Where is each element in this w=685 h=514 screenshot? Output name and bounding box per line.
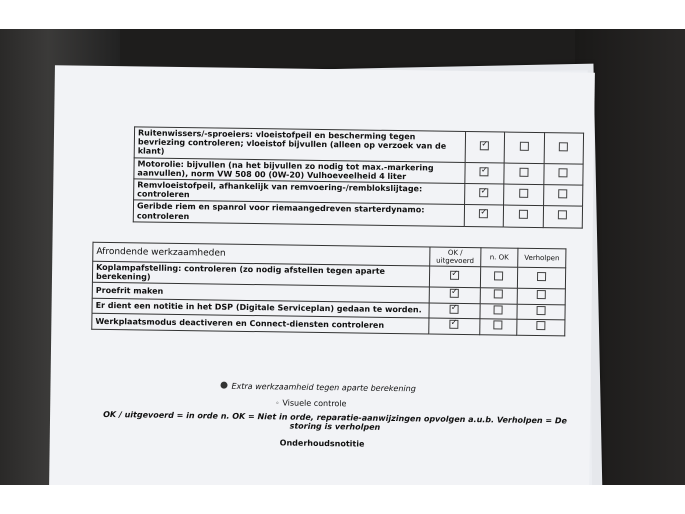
section-title: Afrondende werkzaamheden xyxy=(93,242,430,266)
checkbox-cell xyxy=(429,266,480,288)
legend-extra xyxy=(220,382,415,394)
checkbox-cell xyxy=(464,183,504,205)
checkbox-cell xyxy=(544,133,584,164)
checkbox-cell xyxy=(480,267,518,289)
checked-box-icon[interactable] xyxy=(480,167,489,176)
notes-title: Onderhoudsnotitie xyxy=(279,438,365,449)
checkbox-cell xyxy=(465,162,505,184)
checkbox-cell xyxy=(429,287,480,303)
checkbox-cell xyxy=(518,267,566,289)
empty-box-icon[interactable] xyxy=(559,142,568,151)
empty-box-icon[interactable] xyxy=(494,321,503,330)
maintenance-table xyxy=(133,126,584,228)
empty-box-icon[interactable] xyxy=(494,272,503,281)
checkbox-cell xyxy=(429,318,480,334)
checked-box-icon[interactable] xyxy=(480,141,489,150)
empty-box-icon[interactable] xyxy=(519,210,528,219)
legend-visual xyxy=(275,398,346,408)
checkbox-cell xyxy=(504,132,544,163)
checked-box-icon[interactable] xyxy=(450,271,459,280)
checkbox-cell xyxy=(479,319,517,335)
row-description: Geribde riem en spanrol voor riemaangedreven starterdynamo: controleren xyxy=(133,200,464,226)
checkbox-cell xyxy=(543,185,583,207)
checkbox-cell xyxy=(543,206,583,228)
checkbox-cell xyxy=(517,319,565,335)
checkbox-cell xyxy=(504,163,544,185)
checkbox-cell xyxy=(465,131,505,162)
empty-box-icon[interactable] xyxy=(494,290,503,299)
empty-box-icon[interactable] xyxy=(558,189,567,198)
checked-box-icon[interactable] xyxy=(450,320,459,329)
col-ok-header: OK / uitgevoerd xyxy=(430,247,481,267)
empty-box-icon[interactable] xyxy=(537,272,546,281)
empty-box-icon[interactable] xyxy=(537,306,546,315)
checkbox-cell xyxy=(464,205,504,227)
legend-extra-text: Extra werkzaamheid tegen aparte berekening xyxy=(231,381,416,394)
empty-box-icon[interactable] xyxy=(519,167,528,176)
checkbox-cell xyxy=(517,289,565,305)
row-description: Koplampafstelling: controleren (zo nodig afstellen tegen aparte berekening) xyxy=(92,261,429,287)
empty-box-icon[interactable] xyxy=(494,305,503,314)
empty-box-icon[interactable] xyxy=(558,211,567,220)
checkbox-cell xyxy=(480,288,518,304)
checked-box-icon[interactable] xyxy=(450,305,459,314)
finishing-table xyxy=(91,242,566,336)
col-nok-header: n. OK xyxy=(480,248,518,268)
empty-box-icon[interactable] xyxy=(520,141,529,150)
checkbox-cell xyxy=(480,304,518,320)
row-description: Er dient een notitie in het DSP (Digitale Serviceplan) gedaan te worden. xyxy=(92,298,429,318)
checkbox-cell xyxy=(543,163,583,185)
row-description: Werkplaatsmodus deactiveren en Connect-diensten controleren xyxy=(92,313,429,333)
checked-box-icon[interactable] xyxy=(450,289,459,298)
empty-box-icon[interactable] xyxy=(537,290,546,299)
checked-box-icon[interactable] xyxy=(480,188,489,197)
legend-visual-text: Visuele controle xyxy=(282,398,347,409)
empty-box-icon[interactable] xyxy=(519,189,528,198)
photo-background xyxy=(0,29,685,485)
visual-check-icon: ◦ xyxy=(275,399,280,408)
row-description: Proefrit maken xyxy=(92,283,429,303)
empty-box-icon[interactable] xyxy=(536,321,545,330)
row-description: Motorolie: bijvullen (na het bijvullen zo nodig tot max.-markering aanvullen), norm VW 508 00 (0W-20) Vulhoeveelheid 4 liter xyxy=(134,157,465,183)
checked-box-icon[interactable] xyxy=(479,210,488,219)
document-sheet xyxy=(49,65,595,485)
row-description: Ruitenwissers/-sproeiers: vloeistofpeil en bescherming tegen bevriezing controleren; vloeistof bijvullen (alleen op verzoek van de klant) xyxy=(134,127,465,162)
col-fix-header: Verholpen xyxy=(518,248,566,268)
checkbox-cell xyxy=(504,184,544,206)
checkbox-cell xyxy=(517,304,565,320)
legend-explanation: OK / uitgevoerd = in orde n. OK = Niet in orde, reparatie-aanwijzingen opvolgen a.u.b. Verholpen = De storing is verholpen xyxy=(103,409,568,432)
checkbox-cell xyxy=(429,303,480,319)
row-description: Remvloeistofpeil, afhankelijk van remvoering-/remblokslijtage: controleren xyxy=(134,179,465,205)
bullet-dot-icon xyxy=(220,382,227,389)
checkbox-cell xyxy=(503,205,543,227)
empty-box-icon[interactable] xyxy=(559,168,568,177)
